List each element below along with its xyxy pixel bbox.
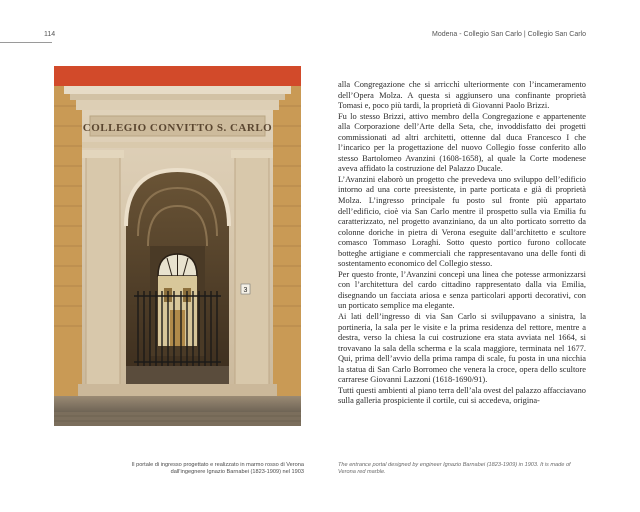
body-text xyxy=(338,80,586,407)
paragraph: Fu lo stesso Brizzi, attivo membro della Congregazione e appartenente alla Corporazione dell’Arte della Seta, che, invoddisfatto dei progetti commissionati ad altri architetti, ottenne dal duca Francesco I che l’incarico per la progettazione del nuovo Collegio fosse conferito allo stesso Bartolomeo Avanzini (1608-1658), al quale la Corte modenese aveva affidato la costruzione del Palazzo Ducale. xyxy=(338,111,586,174)
caption-english: The entrance portal designed by engineer Ignazio Barnabei (1823-1909) in 1903. It is made of Verona red marble. xyxy=(338,462,571,476)
inscription-text: COLLEGIO CONVITTO S. CARLO xyxy=(82,122,273,134)
running-header: Modena - Collegio San Carlo | Collegio San Carlo xyxy=(432,31,586,38)
caption-italian: Il portale di ingresso progettato e realizzato in marmo rosso di Verona dall’ingegnere Ignazio Barnabei (1823-1909) nel 1903 xyxy=(131,462,304,476)
paragraph: Ai lati dell’ingresso di via San Carlo si sviluppavano a sinistra, la portineria, la sala per le visite e la prima residenza del rettore, mentre a destra, verso la chiesa la cui costruzione era stata avviata nel 1664, si trovavano la sala della scherma e la scala maggiore, terminata nel 1677. Qui, prima dell’avvio della prima rampa di scale, fu posta in una nicchia la statua di San Carlo Borromeo che venera la croce, opera dello scultore carrarese Giovanni Lazzoni (1618-1690/91). xyxy=(338,312,586,385)
door-number: 3 xyxy=(243,287,248,294)
paragraph: Tutti questi ambienti al piano terra dell’ala ovest del palazzo affacciavano sulla galleria prospiciente il cortile, cui si accedeva, origina- xyxy=(338,385,586,406)
paragraph: L’Avanzini elaborò un progetto che prevedeva uno sviluppo dell’edificio intorno ad una corte preesistente, in parte porticata e già di proprietà Molza. L’ingresso principale fu posto sul fronte più appartato dell’edificio, cioè via San Carlo mentre il prospetto sulla via Emilia fu caratterizzato, nel progetto avanziniano, da un alto porticato sorretto da colonne doriche in pietra di Verona eseguite dall’architetto e scultore comasco Tommaso Loraghi. Sotto questo portico furono collocate botteghe artigiane e commerciali che rappresentavano una delle fonti di sostentamento economico del Collegio stesso. xyxy=(338,174,586,269)
page-number: 114 xyxy=(44,31,56,38)
header-rule xyxy=(0,42,52,43)
paragraph: Per questo fronte, l’Avanzini concepì una linea che potesse armonizzarsi con l’architettura del cardo cittadino rappresentato dalla via Emilia, disegnando un facciata ariosa e senza particolari apporti decorativi, con un porticato semplice ma elegante. xyxy=(338,269,586,311)
portal-photo xyxy=(54,66,301,426)
paragraph: alla Congregazione che si arricchì ulteriormente con l’incameramento dell’Opera Molza. A questa si aggiunsero una confinante proprietà Tomasi e, poco più tardi, la proprietà di Giovanni Paolo Brizzi. xyxy=(338,80,586,111)
